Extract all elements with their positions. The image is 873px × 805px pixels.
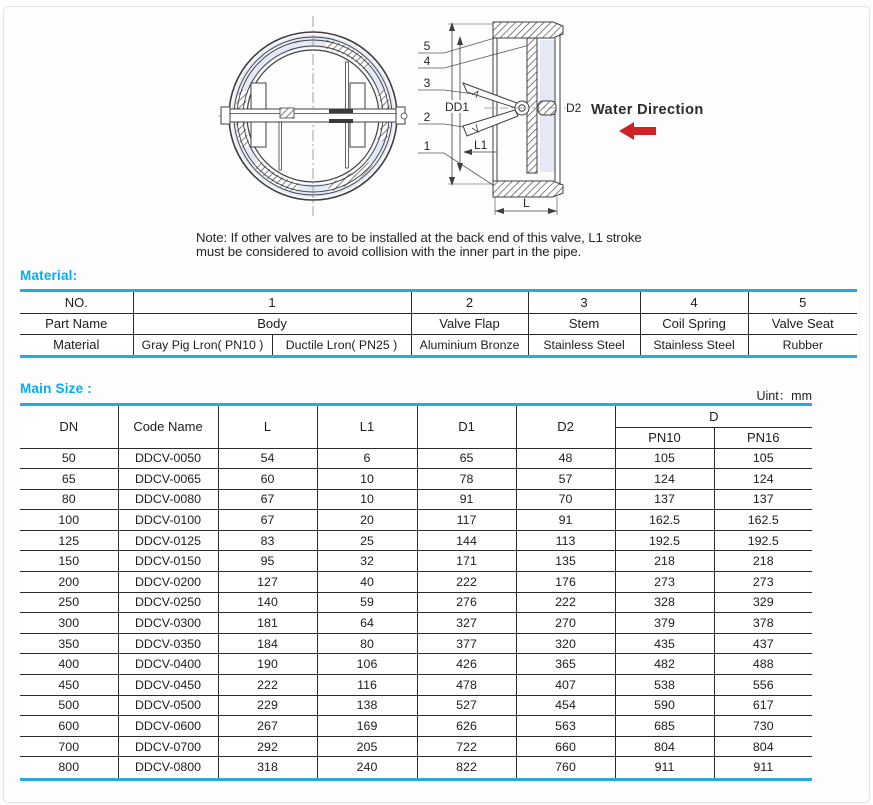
size-table-cell: 10 [317, 469, 417, 490]
size-table-cell: 64 [317, 613, 417, 634]
size-table-cell: DDCV-0250 [118, 592, 218, 613]
size-table-cell: 105 [615, 448, 714, 469]
size-table-cell: 556 [714, 675, 812, 696]
material-table-row-material [20, 334, 857, 355]
size-table-cell: 276 [417, 592, 516, 613]
size-table-cell: 127 [218, 572, 317, 593]
size-table-cell: 482 [615, 654, 714, 675]
size-table-row [20, 654, 812, 675]
size-table-cell: 124 [615, 469, 714, 490]
size-table-cell: 222 [218, 675, 317, 696]
size-table-cell: 563 [516, 716, 615, 737]
column-header-l1: L1 [317, 406, 417, 448]
size-table-cell: 144 [417, 530, 516, 551]
size-table-row [20, 613, 812, 634]
size-table-cell: 804 [615, 736, 714, 757]
size-table-cell: 138 [317, 695, 417, 716]
size-table-cell: 222 [516, 592, 615, 613]
size-table-cell: 700 [20, 736, 118, 757]
size-table-cell: 626 [417, 716, 516, 737]
material-table-row-part-name [20, 313, 857, 334]
size-table-cell: 10 [317, 489, 417, 510]
size-table-cell: 685 [615, 716, 714, 737]
column-header-pn10: PN10 [615, 427, 714, 448]
row-label: Part Name [20, 313, 133, 334]
size-table-cell: DDCV-0050 [118, 448, 218, 469]
size-table-cell: 527 [417, 695, 516, 716]
size-table-cell: 200 [20, 572, 118, 593]
table-cell: Aluminium Bronze [411, 334, 528, 355]
size-table-cell: DDCV-0300 [118, 613, 218, 634]
size-table-cell: 327 [417, 613, 516, 634]
size-table-cell: 169 [317, 716, 417, 737]
dim-label-d2: D2 [566, 101, 582, 115]
size-table-row [20, 757, 812, 778]
main-size-table [20, 403, 812, 781]
table-cell: 5 [748, 292, 857, 313]
size-table-cell: 113 [516, 530, 615, 551]
table-cell: Gray Pig Lron( PN10 ) [133, 334, 272, 355]
size-table-cell: 83 [218, 530, 317, 551]
size-table-cell: 78 [417, 469, 516, 490]
size-table-cell: 140 [218, 592, 317, 613]
size-table-cell: 192.5 [615, 530, 714, 551]
size-table-cell: 435 [615, 633, 714, 654]
size-table-cell: 70 [516, 489, 615, 510]
size-table-cell: 124 [714, 469, 812, 490]
size-table-cell: 426 [417, 654, 516, 675]
size-table-cell: 365 [516, 654, 615, 675]
size-table-cell: DDCV-0350 [118, 633, 218, 654]
main-size-header-row [20, 406, 812, 427]
size-table-cell: 320 [516, 633, 615, 654]
size-table-cell: 25 [317, 530, 417, 551]
size-table-cell: 137 [615, 489, 714, 510]
size-table-cell: 162.5 [615, 510, 714, 531]
table-cell: Rubber [748, 334, 857, 355]
note-line-2: must be considered to avoid collision with the inner part in the pipe. [196, 243, 582, 259]
table-cell: Stainless Steel [528, 334, 640, 355]
size-table-cell: 300 [20, 613, 118, 634]
dim-label-l: L [523, 196, 530, 210]
size-table-cell: 800 [20, 757, 118, 778]
size-table-cell: DDCV-0800 [118, 757, 218, 778]
size-table-cell: 328 [615, 592, 714, 613]
table-cell: 4 [640, 292, 748, 313]
front-view [218, 16, 408, 216]
size-table-cell: 67 [218, 489, 317, 510]
size-table-cell: 478 [417, 675, 516, 696]
size-table-cell: DDCV-0150 [118, 551, 218, 572]
size-table-cell: 450 [20, 675, 118, 696]
size-table-cell: 437 [714, 633, 812, 654]
callout-1: 1 [423, 139, 431, 153]
size-table-cell: 48 [516, 448, 615, 469]
size-table-row [20, 489, 812, 510]
size-table-cell: DDCV-0600 [118, 716, 218, 737]
size-table-row [20, 448, 812, 469]
size-table-cell: 804 [714, 736, 812, 757]
size-table-cell: 91 [417, 489, 516, 510]
size-table-cell: 350 [20, 633, 118, 654]
size-table-cell: 218 [714, 551, 812, 572]
size-table-cell: 273 [714, 572, 812, 593]
callout-4: 4 [423, 54, 431, 68]
size-table-cell: 911 [615, 757, 714, 778]
size-table-row [20, 592, 812, 613]
size-table-cell: 162.5 [714, 510, 812, 531]
size-table-row [20, 633, 812, 654]
size-table-cell: 67 [218, 510, 317, 531]
size-table-cell: DDCV-0080 [118, 489, 218, 510]
size-table-cell: 400 [20, 654, 118, 675]
table-cell: Body [133, 313, 411, 334]
table-cell: Coil Spring [640, 313, 748, 334]
size-table-row [20, 736, 812, 757]
dim-label-dd1: DD1 [445, 100, 470, 114]
water-direction-arrow-icon [619, 122, 656, 140]
size-table-cell: 65 [20, 469, 118, 490]
size-table-cell: 106 [317, 654, 417, 675]
table-cell: 2 [411, 292, 528, 313]
size-table-cell: 135 [516, 551, 615, 572]
size-table-row [20, 716, 812, 737]
size-table-cell: 59 [317, 592, 417, 613]
size-table-cell: 240 [317, 757, 417, 778]
installation-note [196, 231, 716, 258]
size-table-cell: DDCV-0400 [118, 654, 218, 675]
row-label: Material [20, 334, 133, 355]
size-table-cell: 270 [516, 613, 615, 634]
callout-3: 3 [423, 76, 431, 90]
size-table-cell: 181 [218, 613, 317, 634]
column-header-l: L [218, 406, 317, 448]
column-header-dn: DN [20, 406, 118, 448]
size-table-row [20, 675, 812, 696]
size-table-cell: DDCV-0500 [118, 695, 218, 716]
size-table-cell: DDCV-0700 [118, 736, 218, 757]
size-table-cell: 292 [218, 736, 317, 757]
size-table-cell: 222 [417, 572, 516, 593]
size-table-row [20, 530, 812, 551]
size-table-cell: 32 [317, 551, 417, 572]
column-header-d2: D2 [516, 406, 615, 448]
size-table-cell: 137 [714, 489, 812, 510]
size-table-cell: 205 [317, 736, 417, 757]
size-table-cell: 318 [218, 757, 317, 778]
size-table-cell: 190 [218, 654, 317, 675]
size-table-cell: DDCV-0450 [118, 675, 218, 696]
size-table-cell: 273 [615, 572, 714, 593]
size-table-cell: 660 [516, 736, 615, 757]
size-table-cell: 454 [516, 695, 615, 716]
size-table-cell: 218 [615, 551, 714, 572]
material-table [20, 289, 857, 358]
size-table-cell: 911 [714, 757, 812, 778]
column-header-d1: D1 [417, 406, 516, 448]
size-table-cell: 379 [615, 613, 714, 634]
size-table-cell: 125 [20, 530, 118, 551]
size-table-cell: 116 [317, 675, 417, 696]
table-cell: 1 [133, 292, 411, 313]
size-table-cell: 117 [417, 510, 516, 531]
size-table-cell: DDCV-0100 [118, 510, 218, 531]
size-table-cell: 80 [317, 633, 417, 654]
table-cell: Ductile Lron( PN25 ) [272, 334, 411, 355]
size-table-cell: 105 [714, 448, 812, 469]
size-table-cell: 822 [417, 757, 516, 778]
row-label: NO. [20, 292, 133, 313]
note-line-1: Note: If other valves are to be installed at the back end of this valve, L1 stroke [196, 230, 642, 245]
table-cell: Stainless Steel [640, 334, 748, 355]
valve-technical-drawing [0, 0, 873, 230]
size-table-cell: 65 [417, 448, 516, 469]
column-header-code-name: Code Name [118, 406, 218, 448]
size-table-cell: 80 [20, 489, 118, 510]
size-table-cell: 6 [317, 448, 417, 469]
dim-label-l1: L1 [474, 138, 488, 152]
part-callouts [418, 30, 526, 185]
table-cell: 3 [528, 292, 640, 313]
size-table-row [20, 551, 812, 572]
size-table-row [20, 510, 812, 531]
size-table-cell: 730 [714, 716, 812, 737]
size-table-cell: 50 [20, 448, 118, 469]
unit-label: Uint：mm [756, 389, 812, 403]
callout-2: 2 [423, 110, 431, 124]
size-table-cell: DDCV-0200 [118, 572, 218, 593]
size-table-cell: 329 [714, 592, 812, 613]
size-table-cell: 407 [516, 675, 615, 696]
size-table-cell: 488 [714, 654, 812, 675]
table-cell: Stem [528, 313, 640, 334]
size-table-row [20, 695, 812, 716]
size-table-cell: 95 [218, 551, 317, 572]
size-table-cell: 617 [714, 695, 812, 716]
size-table-cell: 267 [218, 716, 317, 737]
size-table-cell: 590 [615, 695, 714, 716]
size-table-cell: 171 [417, 551, 516, 572]
size-table-cell: 250 [20, 592, 118, 613]
size-table-cell: 378 [714, 613, 812, 634]
size-table-cell: 760 [516, 757, 615, 778]
size-table-cell: 192.5 [714, 530, 812, 551]
size-table-cell: 40 [317, 572, 417, 593]
column-header-pn16: PN16 [714, 427, 812, 448]
size-table-cell: DDCV-0065 [118, 469, 218, 490]
table-cell: Valve Flap [411, 313, 528, 334]
size-table-cell: DDCV-0125 [118, 530, 218, 551]
size-table-cell: 60 [218, 469, 317, 490]
size-table-cell: 54 [218, 448, 317, 469]
callout-5: 5 [423, 39, 431, 53]
material-table-row-no [20, 292, 857, 313]
size-table-cell: 20 [317, 510, 417, 531]
size-table-row [20, 469, 812, 490]
size-table-cell: 150 [20, 551, 118, 572]
size-table-cell: 500 [20, 695, 118, 716]
table-cell: Valve Seat [748, 313, 857, 334]
size-table-cell: 100 [20, 510, 118, 531]
size-table-cell: 184 [218, 633, 317, 654]
size-table-cell: 91 [516, 510, 615, 531]
size-table-cell: 538 [615, 675, 714, 696]
size-table-cell: 57 [516, 469, 615, 490]
size-table-cell: 600 [20, 716, 118, 737]
size-table-cell: 229 [218, 695, 317, 716]
size-table-cell: 377 [417, 633, 516, 654]
size-table-cell: 176 [516, 572, 615, 593]
main-size-section-title: Main Size : [20, 381, 92, 396]
size-table-row [20, 572, 812, 593]
size-table-cell: 722 [417, 736, 516, 757]
material-section-title: Material: [20, 268, 78, 283]
water-direction-label: Water Direction [591, 102, 704, 118]
column-header-d-group: D [615, 406, 812, 427]
